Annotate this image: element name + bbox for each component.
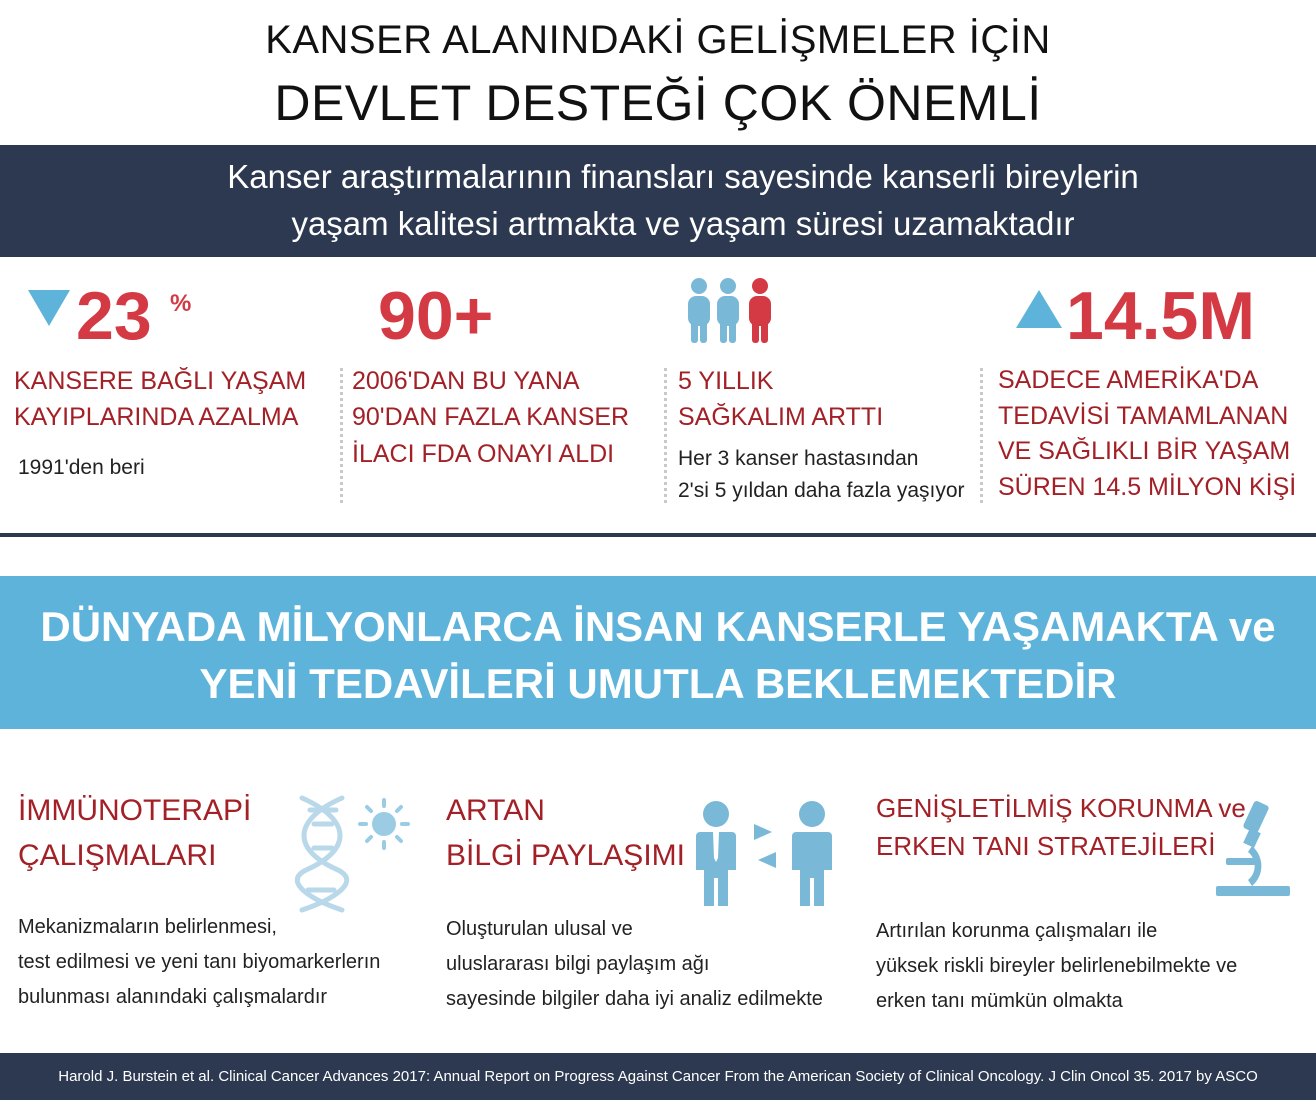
subtitle-banner <box>0 145 1316 257</box>
stat-label <box>352 363 629 472</box>
divider <box>980 368 983 503</box>
section-body-line: yüksek riskli bireyler belirlenebilmekte ve <box>876 955 1238 977</box>
header <box>0 0 1316 145</box>
stat-note: 1991'den beri <box>18 456 145 479</box>
highlight-line-2: YENİ TEDAVİLERİ UMUTLA BEKLEMEKTEDİR <box>199 660 1117 707</box>
section-title-line: ERKEN TANI STRATEJİLERİ <box>876 830 1216 861</box>
up-triangle-icon <box>1016 290 1062 328</box>
down-triangle-icon <box>28 290 70 326</box>
section-body-line: Artırılan korunma çalışmaları ile <box>876 920 1158 942</box>
section-body-line: uluslararası bilgi paylaşım ağı <box>446 953 710 975</box>
divider <box>340 368 343 503</box>
section-title-line: GENİŞLETİLMİŞ KORUNMA ve <box>876 793 1246 823</box>
section-body <box>18 910 380 1015</box>
footer-citation: Harold J. Burstein et al. Clinical Cancer Advances 2017: Annual Report on Progress Against Cancer From the American Society of Clinical Oncology. J Clin Oncol 35. 2017 by ASCO <box>0 1053 1316 1100</box>
stat-label-line: SAĞKALIM ARTTI <box>678 403 884 432</box>
dna-icon <box>292 790 412 918</box>
microscope-icon <box>1212 800 1294 900</box>
stat-label-line: 2006'DAN BU YANA <box>352 367 580 395</box>
stat-label-line: SÜREN 14.5 MİLYON KİŞİ <box>998 472 1297 501</box>
stat-label-line: KAYIPLARINDA AZALMA <box>14 403 299 432</box>
stat-label <box>678 363 883 436</box>
section-title <box>876 790 1246 865</box>
stat-note-line: 2'si 5 yıldan daha fazla yaşıyor <box>678 478 965 502</box>
section-title-line: ÇALIŞMALARI <box>18 839 217 872</box>
section-title <box>18 788 251 878</box>
section-rule <box>0 533 1316 537</box>
stat-label-line: 90'DAN FAZLA KANSER <box>352 403 630 432</box>
section-body <box>446 912 823 1017</box>
section-body-line: sayesinde bilgiler daha iyi analiz edilmekte <box>446 988 823 1010</box>
banner-line-2: yaşam kalitesi artmakta ve yaşam süresi uzamaktadır <box>291 205 1075 242</box>
stat-label-line: İLACI FDA ONAYI ALDI <box>352 439 615 468</box>
stat-label-line: VE SAĞLIKLI BİR YAŞAM <box>998 437 1291 465</box>
section-body-line: bulunması alanındaki çalışmalardır <box>18 986 328 1008</box>
stat-value-14-5m: 14.5M <box>1066 278 1255 354</box>
section-body-line: test edilmesi ve yeni tanı biyomarkerlerın <box>18 951 381 973</box>
stat-value-23: 23 <box>76 278 152 354</box>
section-body-line: Oluşturulan ulusal ve <box>446 918 633 940</box>
highlight-line-1: DÜNYADA MİLYONLARCA İNSAN KANSERLE YAŞAMAKTA ve <box>40 603 1276 650</box>
stat-label-line: SADECE AMERİKA'DA <box>998 366 1259 394</box>
stat-label-line: 5 YILLIK <box>678 367 774 395</box>
stat-note-line: Her 3 kanser hastasından <box>678 447 919 470</box>
stat-value-90: 90+ <box>378 278 494 354</box>
stat-label-line: KANSERE BAĞLI YAŞAM <box>14 367 307 395</box>
banner-line-1: Kanser araştırmalarının finansları sayesinde kanserli bireylerin <box>227 158 1139 195</box>
stat-note <box>678 443 965 506</box>
title-line-2: DEVLET DESTEĞİ ÇOK ÖNEMLİ <box>274 75 1042 131</box>
people-sharing-icon <box>696 798 838 908</box>
divider <box>664 368 667 503</box>
section-title-line: İMMÜNOTERAPİ <box>18 794 252 827</box>
people-icon <box>684 276 784 344</box>
title-line-1: KANSER ALANINDAKİ GELİŞMELER İÇİN <box>265 18 1051 62</box>
section-body <box>876 914 1237 1019</box>
section-title-line: ARTAN <box>446 794 545 827</box>
section-body-line: erken tanı mümkün olmakta <box>876 990 1123 1012</box>
section-body-line: Mekanizmaların belirlenmesi, <box>18 916 277 938</box>
section-title <box>446 788 685 878</box>
stat-unit-percent: % <box>170 290 192 317</box>
stat-label <box>14 363 306 436</box>
stat-label <box>998 363 1296 505</box>
highlight-banner <box>0 576 1316 729</box>
stat-label-line: TEDAVİSİ TAMAMLANAN <box>998 401 1289 430</box>
section-title-line: BİLGİ PAYLAŞIMI <box>446 839 685 872</box>
